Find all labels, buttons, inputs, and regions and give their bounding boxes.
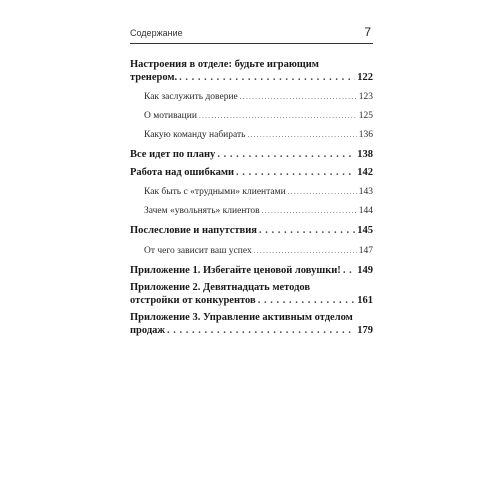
dot-leader [199,110,357,122]
toc-chapter [130,312,373,337]
toc-entry-row [144,245,373,257]
toc-page-number: 136 [358,130,373,140]
toc-entry-row [144,91,373,103]
dot-leader [343,265,355,278]
toc-title: тренером. [130,71,178,83]
dot-leader [258,295,356,308]
toc-section [130,205,373,217]
toc-page-number: 122 [357,71,373,83]
toc-page-number: 138 [357,149,373,160]
toc-title: Как заслужить доверие [144,92,238,102]
toc-title-line: Настроения в отделе: будьте играющим [130,59,319,70]
toc-entry-row [130,325,373,338]
dot-leader [259,225,355,238]
toc-title: Зачем «увольнять» клиентов [144,206,260,216]
toc-chapter [130,149,373,162]
toc-chapter [130,282,373,307]
toc-title: Какую команду набирать [144,130,246,140]
toc-title: От чего зависит ваш успех [144,245,252,256]
toc-chapter [130,265,373,278]
toc-title: Работа над ошибками [130,166,235,178]
toc-entry-row [130,265,373,278]
dot-leader [254,245,357,257]
toc-page-number: 125 [358,111,373,121]
toc-entry-row [130,149,373,162]
toc-entry-row [144,186,373,198]
toc-entry-row [130,167,373,180]
toc-entry-row [130,72,373,85]
toc-title: Как быть с «трудными» клиентами [144,187,286,197]
toc-section [130,186,373,198]
dot-leader [240,91,357,103]
toc-title: Приложение 1. Избегайте ценовой ловушки! [130,264,341,276]
toc-section [130,245,373,257]
toc-title: отстройки от конкурентов [130,294,256,306]
page-number: 7 [364,25,371,39]
toc-page-number: 123 [358,92,373,102]
toc-page-number: 145 [357,225,373,236]
toc-section [130,91,373,103]
dot-leader [288,186,357,198]
toc-entry-row [130,225,373,238]
toc-page-number: 143 [358,187,373,197]
toc-chapter [130,225,373,238]
toc-chapter [130,167,373,180]
toc-title-line: Приложение 2. Девятнадцать методов [130,282,311,293]
toc-entry-row [130,295,373,308]
dot-leader [247,129,356,141]
toc-title: Послесловие и напутствия [130,225,257,236]
dot-leader [167,325,355,338]
toc-entry-row [144,129,373,141]
toc-section [130,110,373,122]
toc-title: продаж [130,324,166,336]
toc-page-number: 142 [357,166,373,178]
table-of-contents [130,59,373,337]
toc-page-number: 161 [357,294,373,306]
running-head-title: Содержание [130,28,183,38]
toc-title-line: Приложение 3. Управление активным отделом [130,312,353,323]
toc-page-number: 147 [358,245,373,256]
toc-title: Все идет по плану [130,149,216,160]
toc-chapter [130,59,373,84]
toc-page-number: 144 [358,206,373,216]
toc-page-number: 179 [357,324,373,336]
toc-section [130,129,373,141]
dot-leader [236,167,355,180]
dot-leader [179,72,355,85]
toc-title: О мотивации [144,111,197,121]
toc-page-number: 149 [357,264,373,276]
dot-leader [262,205,357,217]
running-head [130,27,373,44]
dot-leader [217,149,355,162]
toc-entry-row [144,110,373,122]
toc-entry-row [144,205,373,217]
